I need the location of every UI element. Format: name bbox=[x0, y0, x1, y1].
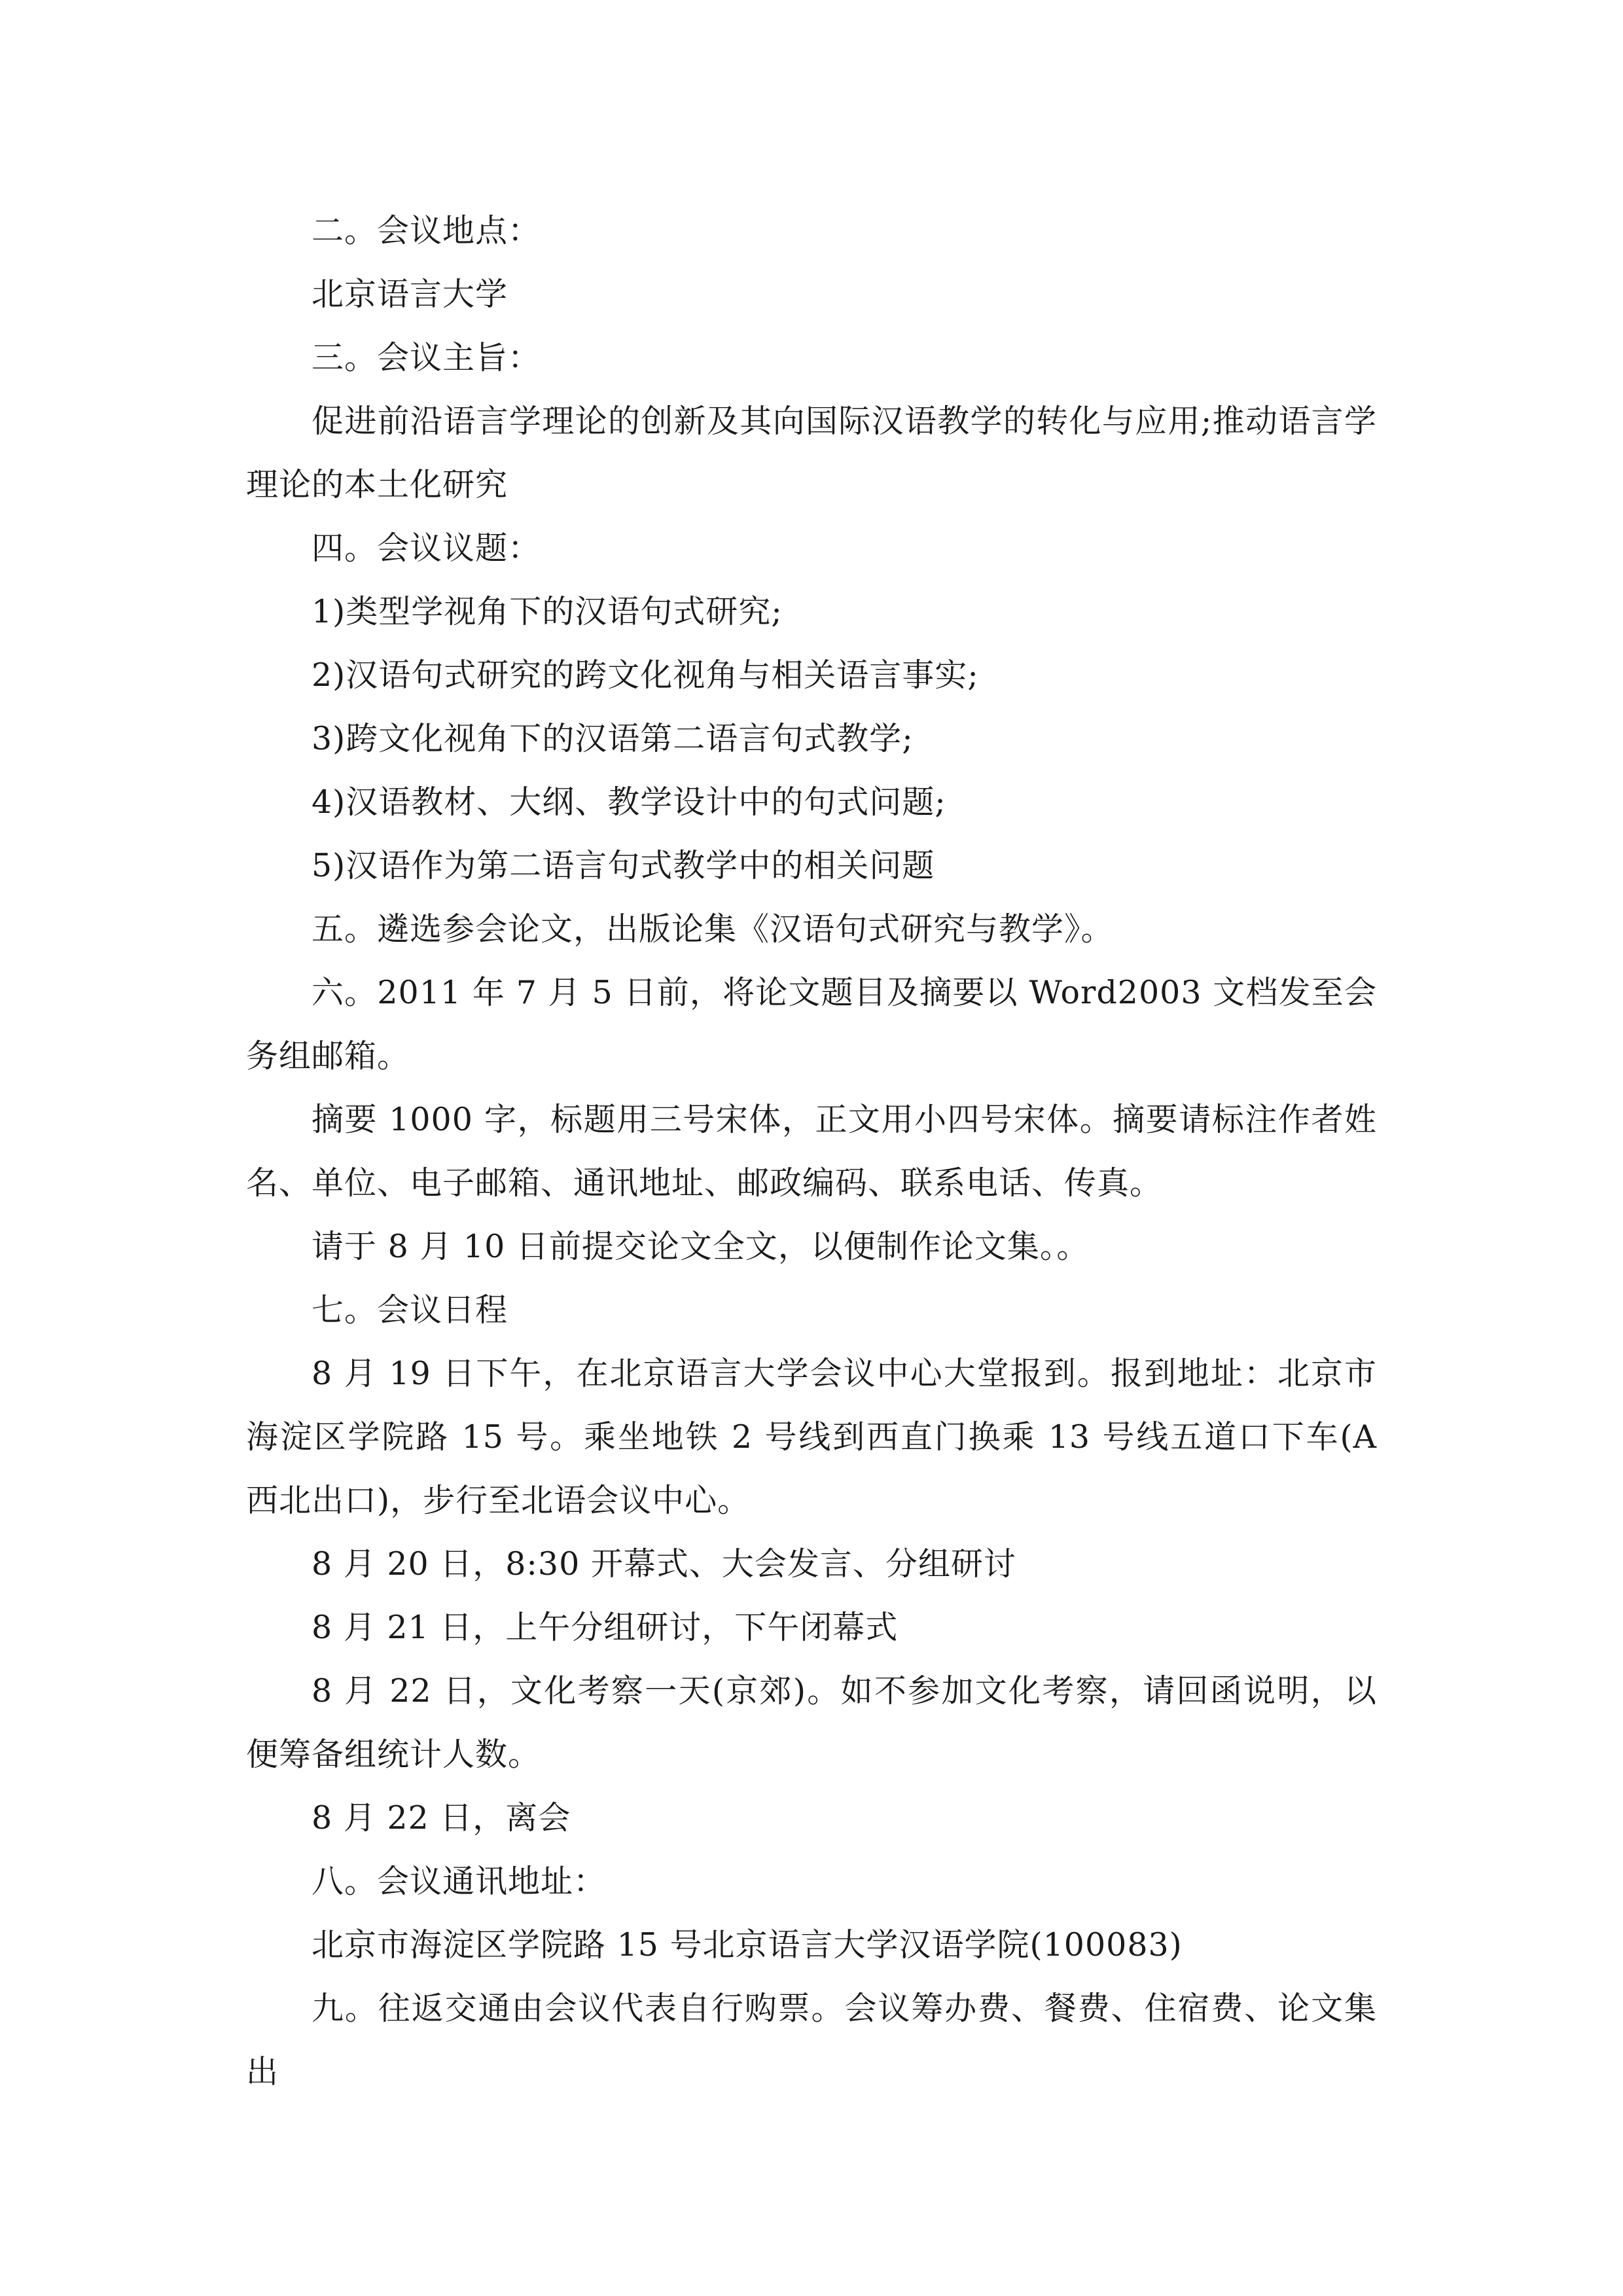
paragraph-papers: 五。遴选参会论文，出版论集《汉语句式研究与教学》。 bbox=[312, 910, 1114, 948]
paragraph-topic-4: 4)汉语教材、大纲、教学设计中的句式问题; bbox=[312, 783, 946, 821]
paragraph-schedule-day-22-tour: 8 月 22 日，文化考察一天(京郊)。如不参加文化考察，请回函说明，以便筹备组统计人数。 bbox=[246, 1672, 1377, 1773]
paragraph-schedule-day-20: 8 月 20 日，8:30 开幕式、大会发言、分组研讨 bbox=[312, 1545, 1016, 1583]
paragraph-topic-2: 2)汉语句式研究的跨文化视角与相关语言事实; bbox=[312, 656, 979, 694]
paragraph-transport: 九。往返交通由会议代表自行购票。会议筹办费、餐费、住宿费、论文集出 bbox=[246, 1990, 1377, 2090]
paragraph-topic-3: 3)跨文化视角下的汉语第二语言句式教学; bbox=[312, 720, 914, 757]
paragraph-deadline: 六。2011 年 7 月 5 日前，将论文题目及摘要以 Word2003 文档发至会务组邮箱。 bbox=[246, 974, 1377, 1075]
paragraph-topic-5: 5)汉语作为第二语言句式教学中的相关问题 bbox=[312, 847, 935, 884]
paragraph-schedule-day-21: 8 月 21 日，上午分组研讨，下午闭幕式 bbox=[312, 1609, 899, 1646]
paragraph-schedule-day-22-leave: 8 月 22 日，离会 bbox=[312, 1799, 571, 1837]
paragraph-abstract-format: 摘要 1000 字，标题用三号宋体，正文用小四号宋体。摘要请标注作者姓名、单位、电子邮箱、通讯地址、邮政编码、联系电话、传真。 bbox=[246, 1101, 1377, 1202]
paragraph-full-text: 请于 8 月 10 日前提交论文全文，以便制作论文集。。 bbox=[312, 1228, 1090, 1265]
document-body bbox=[246, 199, 1377, 2104]
paragraph-venue-heading: 二。会议地点： bbox=[312, 212, 541, 249]
paragraph-schedule-day-19: 8 月 19 日下午，在北京语言大学会议中心大堂报到。报到地址：北京市海淀区学院路 15 号。乘坐地铁 2 号线到西直门换乘 13 号线五道口下车(A 西北出口)，步行至北语会议中心。 bbox=[246, 1355, 1377, 1519]
paragraph-purpose: 促进前沿语言学理论的创新及其向国际汉语教学的转化与应用;推动语言学理论的本土化研究 bbox=[246, 403, 1377, 503]
paragraph-address: 北京市海淀区学院路 15 号北京语言大学汉语学院(100083) bbox=[312, 1926, 1183, 1964]
paragraph-schedule-heading: 七。会议日程 bbox=[312, 1291, 508, 1329]
paragraph-topics-heading: 四。会议议题： bbox=[312, 529, 541, 567]
paragraph-purpose-heading: 三。会议主旨： bbox=[312, 339, 541, 376]
paragraph-venue: 北京语言大学 bbox=[312, 276, 508, 313]
paragraph-address-heading: 八。会议通讯地址： bbox=[312, 1863, 607, 1900]
paragraph-topic-1: 1)类型学视角下的汉语句式研究; bbox=[312, 593, 783, 630]
